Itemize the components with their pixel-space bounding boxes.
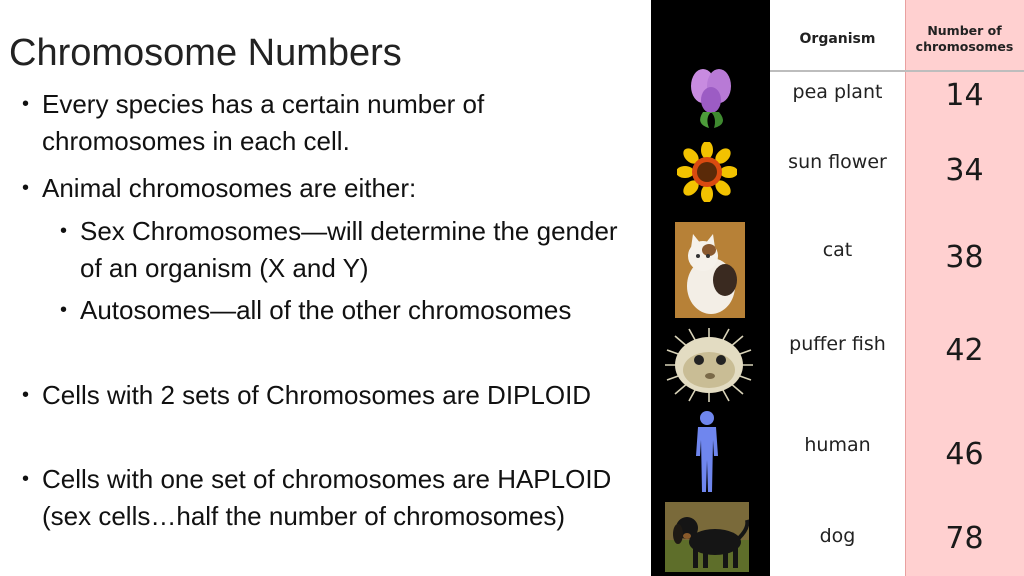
column-header-number-line1: Number of <box>927 23 1002 38</box>
sunflower-icon <box>677 142 737 202</box>
bullet-haploid <box>22 461 622 535</box>
chromosome-count: 78 <box>945 521 984 556</box>
organism-name: pea plant <box>792 81 883 103</box>
pea-flower-icon <box>681 66 741 132</box>
organism-name: dog <box>819 525 856 547</box>
human-figure-icon <box>687 410 727 494</box>
slide-title: Chromosome Numbers <box>9 32 402 74</box>
bullet-marker: • <box>60 299 68 321</box>
column-header-number-line2: chromosomes <box>915 39 1014 54</box>
organism-name: cat <box>822 239 853 261</box>
bullet-text: Autosomes—all of the other chromosomes <box>80 295 572 325</box>
organism-name: human <box>804 434 871 456</box>
chromosome-count: 14 <box>945 78 984 113</box>
chromosome-count: 42 <box>945 333 984 368</box>
sub-bullet-sex-chromosomes <box>60 213 636 287</box>
column-header-organism: Organism <box>799 31 876 47</box>
dog-photo-icon <box>665 502 749 572</box>
bullet-text: Sex Chromosomes—will determine the gender of an organism (X and Y) <box>80 216 618 283</box>
header-divider <box>770 70 1024 72</box>
bullet-marker: • <box>60 220 68 242</box>
cat-photo-icon <box>675 222 745 318</box>
bullet-text: Every species has a certain number of chromosomes in each cell. <box>42 89 485 156</box>
bullet-diploid <box>22 377 622 414</box>
bullet-marker: • <box>22 177 30 199</box>
chromosome-count: 34 <box>945 153 984 188</box>
bullet-text: Cells with 2 sets of Chromosomes are DIPLOID <box>42 380 592 410</box>
organism-name: puffer fish <box>789 333 886 355</box>
chromosome-count: 46 <box>945 437 984 472</box>
puffer-fish-icon <box>659 326 759 404</box>
bullet-species-count <box>22 86 622 160</box>
sub-bullet-autosomes <box>60 292 636 329</box>
organism-name: sun flower <box>788 151 887 173</box>
bullet-text: Animal chromosomes are either: <box>42 173 417 203</box>
column-header-number <box>905 23 1024 55</box>
bullet-marker: • <box>22 468 30 490</box>
bullet-marker: • <box>22 93 30 115</box>
bullet-marker: • <box>22 384 30 406</box>
bullet-text: Cells with one set of chromosomes are HAPLOID (sex cells…half the number of chromosomes) <box>42 464 612 531</box>
chromosome-table <box>651 0 1024 576</box>
bullet-animal-chromosomes <box>22 170 622 207</box>
chromosome-count: 38 <box>945 240 984 275</box>
